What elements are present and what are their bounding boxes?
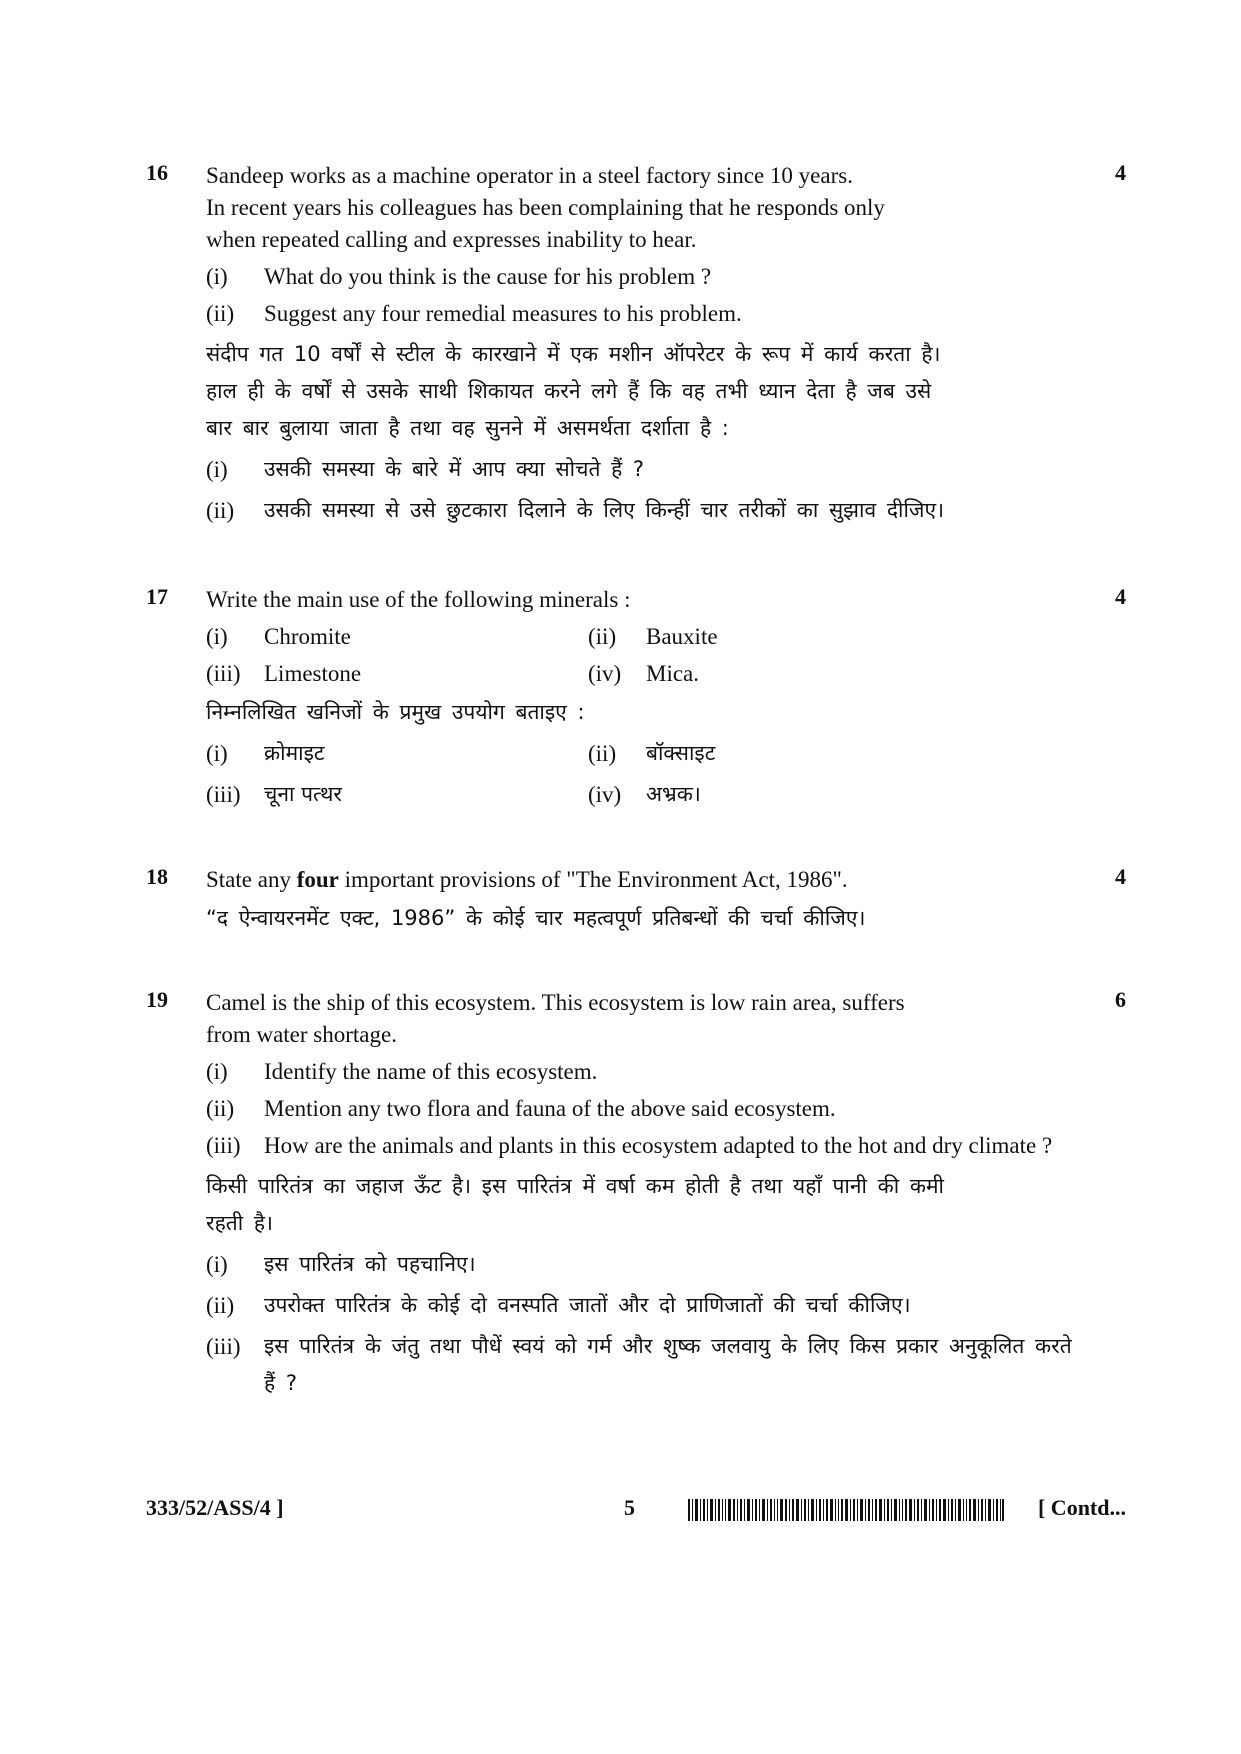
question-19 <box>146 987 1126 1402</box>
question-marks: 4 <box>1115 160 1126 185</box>
emphasis-text: four <box>296 867 339 892</box>
list-item <box>206 735 588 772</box>
sub-question <box>206 261 1076 293</box>
list-item <box>588 776 970 813</box>
text-line: Sandeep works as a machine operator in a steel factory since 10 years. <box>206 163 853 188</box>
item-text: बॉक्साइट <box>646 741 716 765</box>
list-item <box>588 735 970 772</box>
item-label: (ii) <box>588 624 617 649</box>
sub-question-label: (i) <box>206 457 228 482</box>
sub-question-text: उसकी समस्या से उसे छुटकारा दिलाने के लिए किन्हीं चार तरीकों का सुझाव दीजिए। <box>264 498 945 522</box>
sub-question-label: (iii) <box>206 1334 241 1359</box>
list-item <box>588 621 970 653</box>
continued-label: [ Contd... <box>1037 1495 1126 1520</box>
items-row <box>206 621 1076 653</box>
item-text: क्रोमाइट <box>264 741 325 765</box>
sub-question-label: (i) <box>206 1059 228 1084</box>
text-line: रहती है। <box>206 1211 273 1235</box>
english-text <box>206 160 1076 256</box>
sub-question <box>206 1130 1076 1162</box>
sub-question-text: How are the animals and plants in this ecosystem adapted to the hot and dry climate ? <box>264 1133 1053 1158</box>
text-line: किसी पारितंत्र का जहाज ऊँट है। इस पारितंत्र में वर्षा कम होती है तथा यहाँ पानी की कमी <box>206 1174 944 1198</box>
sub-question-text: Identify the name of this ecosystem. <box>264 1059 598 1084</box>
sub-question <box>206 298 1076 330</box>
item-label: (iii) <box>206 782 241 807</box>
sub-question-label: (ii) <box>206 1096 235 1121</box>
sub-question-text: Suggest any four remedial measures to his problem. <box>264 301 742 326</box>
list-item <box>206 658 588 690</box>
items-row <box>206 776 1076 813</box>
sub-question-text: उपरोक्त पारितंत्र के कोई दो वनस्पति जातों और दो प्राणिजातों की चर्चा कीजिए। <box>264 1293 911 1317</box>
item-label: (iii) <box>206 661 241 686</box>
question-text <box>206 864 1076 896</box>
sub-question <box>206 1246 1076 1283</box>
barcode-icon <box>688 1499 1004 1521</box>
question-16 <box>146 160 1126 529</box>
item-label: (ii) <box>588 741 617 766</box>
question-18 <box>146 864 1126 937</box>
sub-question <box>206 1287 1076 1324</box>
question-number: 17 <box>146 584 168 609</box>
paper-code: 333/52/ASS/4 ] <box>146 1495 284 1520</box>
item-label: (iv) <box>588 782 622 807</box>
sub-question <box>206 1328 1076 1402</box>
question-number: 18 <box>146 864 168 889</box>
hindi-text: “द ऐन्वायरनमेंट एक्ट, 1986” के कोई चार महत्वपूर्ण प्रतिबन्धों की चर्चा कीजिए। <box>206 906 866 930</box>
text-line: In recent years his colleagues has been complaining that he responds only <box>206 195 885 220</box>
sub-question-label: (ii) <box>206 498 235 523</box>
sub-question-label: (iii) <box>206 1133 241 1158</box>
item-text: Limestone <box>264 661 362 686</box>
list-item <box>206 621 588 653</box>
page-number: 5 <box>624 1495 635 1520</box>
item-label: (iv) <box>588 661 622 686</box>
question-number: 16 <box>146 160 168 185</box>
text-segment: State any <box>206 867 297 892</box>
text-line: when repeated calling and expresses inability to hear. <box>206 227 697 252</box>
question-17 <box>146 584 1126 813</box>
question-marks: 4 <box>1115 864 1126 889</box>
question-prompt: Write the main use of the following minerals : <box>206 587 631 612</box>
sub-question <box>206 451 1076 488</box>
item-text: अभ्रक। <box>646 782 701 806</box>
text-line: बार बार बुलाया जाता है तथा वह सुनने में असमर्थता दर्शाता है : <box>206 416 729 440</box>
item-text: Mica. <box>646 661 700 686</box>
sub-question-label: (i) <box>206 264 228 289</box>
sub-question-label: (i) <box>206 1252 228 1277</box>
items-row <box>206 735 1076 772</box>
sub-question-text: उसकी समस्या के बारे में आप क्या सोचते हैं ? <box>264 457 645 481</box>
text-line: from water shortage. <box>206 1022 397 1047</box>
sub-question-label: (ii) <box>206 1293 235 1318</box>
item-text: Chromite <box>264 624 351 649</box>
sub-question-text: What do you think is the cause for his problem ? <box>264 264 712 289</box>
text-line: Camel is the ship of this ecosystem. This ecosystem is low rain area, suffers <box>206 990 905 1015</box>
sub-question <box>206 1056 1076 1088</box>
text-segment: important provisions of "The Environment Act, 1986". <box>338 867 848 892</box>
text-line: संदीप गत 10 वर्षों से स्टील के कारखाने में एक मशीन ऑपरेटर के रूप में कार्य करता है। <box>206 342 941 366</box>
list-item <box>588 658 970 690</box>
item-text: Bauxite <box>646 624 718 649</box>
question-prompt-hindi: निम्नलिखित खनिजों के प्रमुख उपयोग बताइए : <box>206 700 585 724</box>
hindi-text <box>206 1168 1076 1242</box>
item-label: (i) <box>206 741 228 766</box>
hindi-text <box>206 336 1076 447</box>
sub-question-text: इस पारितंत्र को पहचानिए। <box>264 1252 476 1276</box>
english-text <box>206 987 1076 1051</box>
page-footer <box>146 1495 1126 1527</box>
text-line: हाल ही के वर्षों से उसके साथी शिकायत करने लगे हैं कि वह तभी ध्यान देता है जब उसे <box>206 379 932 403</box>
sub-question <box>206 492 1076 529</box>
sub-question <box>206 1093 1076 1125</box>
sub-question-text: Mention any two flora and fauna of the above said ecosystem. <box>264 1096 836 1121</box>
list-item <box>206 776 588 813</box>
item-text: चूना पत्थर <box>264 782 342 806</box>
sub-question-label: (ii) <box>206 301 235 326</box>
sub-question-text: इस पारितंत्र के जंतु तथा पौधें स्वयं को गर्म और शुष्क जलवायु के लिए किस प्रकार अनुकूलित करते हैं ? <box>264 1334 1072 1395</box>
question-marks: 6 <box>1115 987 1126 1012</box>
question-number: 19 <box>146 987 168 1012</box>
question-marks: 4 <box>1115 584 1126 609</box>
items-row <box>206 658 1076 690</box>
item-label: (i) <box>206 624 228 649</box>
